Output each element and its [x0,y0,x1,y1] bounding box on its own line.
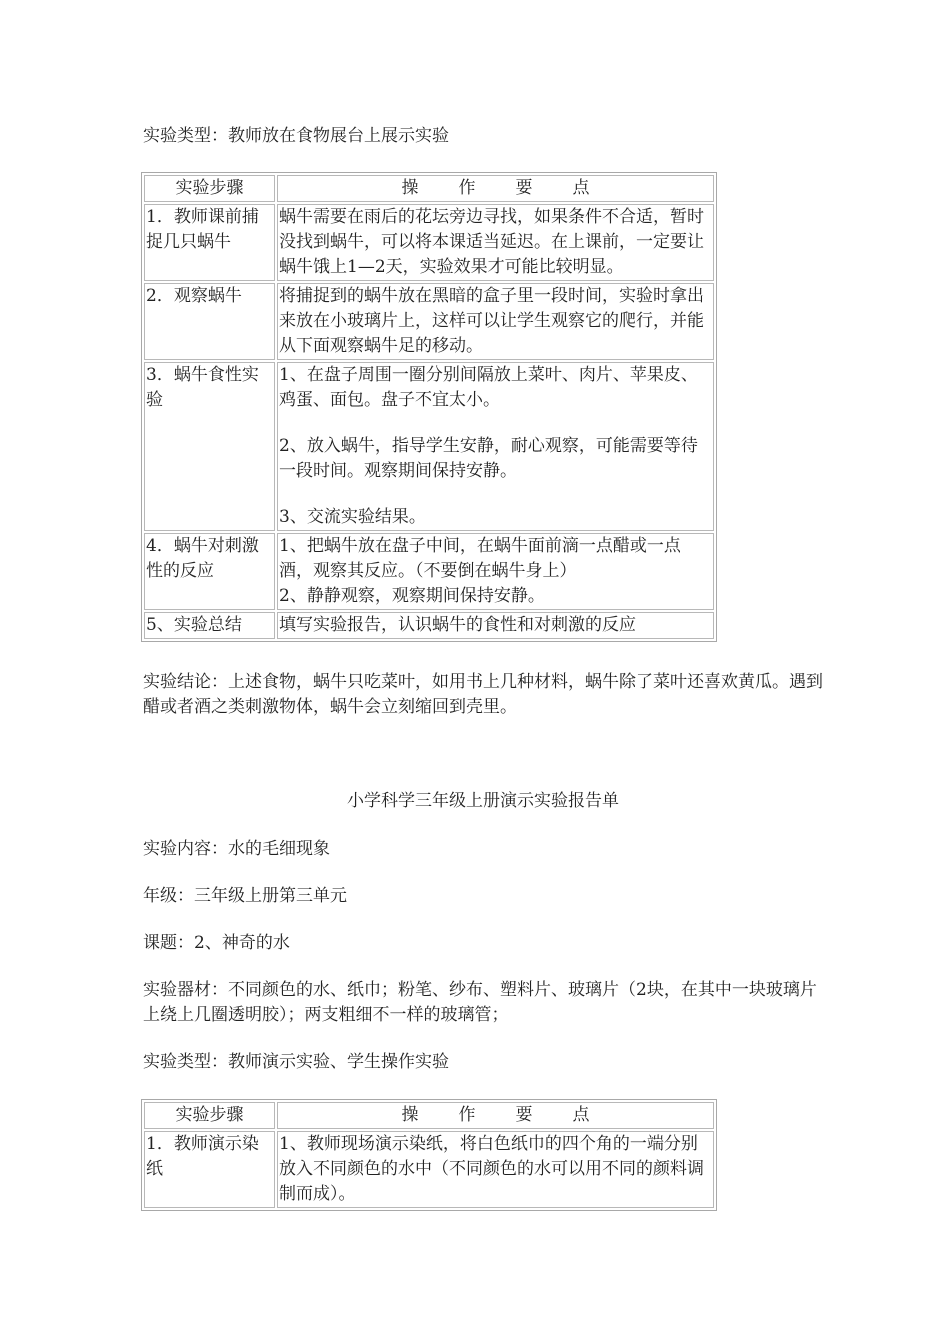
points-cell [277,533,714,610]
table-row [144,533,714,610]
points-cell [277,362,714,531]
experiment-type-1: 实验类型：教师放在食物展台上展示实验 [143,126,449,146]
points-cell: 1、教师现场演示染纸，将白色纸巾的四个角的一端分别放入不同颜色的水中（不同颜色的水可以用不同的颜料调制而成）。 [277,1131,714,1208]
lesson-line: 课题：2、神奇的水 [143,933,290,953]
report-title: 小学科学三年级上册演示实验报告单 [347,791,619,811]
point-item: 1、在盘子周围一圈分别间隔放上菜叶、肉片、苹果皮、鸡蛋、面包。盘子不宜太小。 [279,365,698,410]
table-row [144,1131,714,1208]
experiment-content: 实验内容：水的毛细现象 [143,839,330,859]
materials-line: 实验器材：不同颜色的水、纸巾；粉笔、纱布、塑料片、玻璃片（2块，在其中一块玻璃片上绕上几圈透明胶）；两支粗细不一样的玻璃管； [143,980,817,1025]
table-row [144,362,714,531]
point-item: 2、放入蜗牛，指导学生安静，耐心观察，可能需要等待一段时间。观察期间保持安静。 [279,436,698,481]
step-cell: 4．蜗牛对刺激性的反应 [144,533,275,610]
steps-table-1 [141,172,717,642]
table-row [144,283,714,360]
table-header-row [144,175,714,202]
point-item: 1、把蜗牛放在盘子中间，在蜗牛面前滴一点醋或一点酒，观察其反应。（不要倒在蜗牛身上） [279,536,681,581]
table-header-row [144,1102,714,1129]
step-cell: 1．教师演示染纸 [144,1131,275,1208]
experiment-conclusion: 实验结论：上述食物，蜗牛只吃菜叶，如用书上几种材料，蜗牛除了菜叶还喜欢黄瓜。遇到醋或者酒之类刺激物体，蜗牛会立刻缩回到壳里。 [143,672,823,717]
table-row [144,204,714,281]
header-steps: 实验步骤 [144,175,275,202]
step-cell: 2．观察蜗牛 [144,283,275,360]
point-item: 2、静静观察，观察期间保持安静。 [279,586,545,606]
points-cell: 填写实验报告，认识蜗牛的食性和对刺激的反应 [277,612,714,639]
point-item: 3、交流实验结果。 [279,507,426,527]
step-cell: 5、实验总结 [144,612,275,639]
step-cell: 3．蜗牛食性实验 [144,362,275,531]
header-points: 操 作 要 点 [277,1102,714,1129]
table-row [144,612,714,639]
experiment-type-2: 实验类型：教师演示实验、学生操作实验 [143,1052,449,1072]
points-cell: 蜗牛需要在雨后的花坛旁边寻找，如果条件不合适，暂时没找到蜗牛，可以将本课适当延迟。在上课前，一定要让蜗牛饿上1—2天，实验效果才可能比较明显。 [277,204,714,281]
step-cell: 1．教师课前捕捉几只蜗牛 [144,204,275,281]
points-cell: 将捕捉到的蜗牛放在黑暗的盒子里一段时间，实验时拿出来放在小玻璃片上，这样可以让学生观察它的爬行，并能从下面观察蜗牛足的移动。 [277,283,714,360]
header-steps: 实验步骤 [144,1102,275,1129]
header-points: 操 作 要 点 [277,175,714,202]
steps-table-2 [141,1099,717,1211]
grade-line: 年级：三年级上册第三单元 [143,886,347,906]
